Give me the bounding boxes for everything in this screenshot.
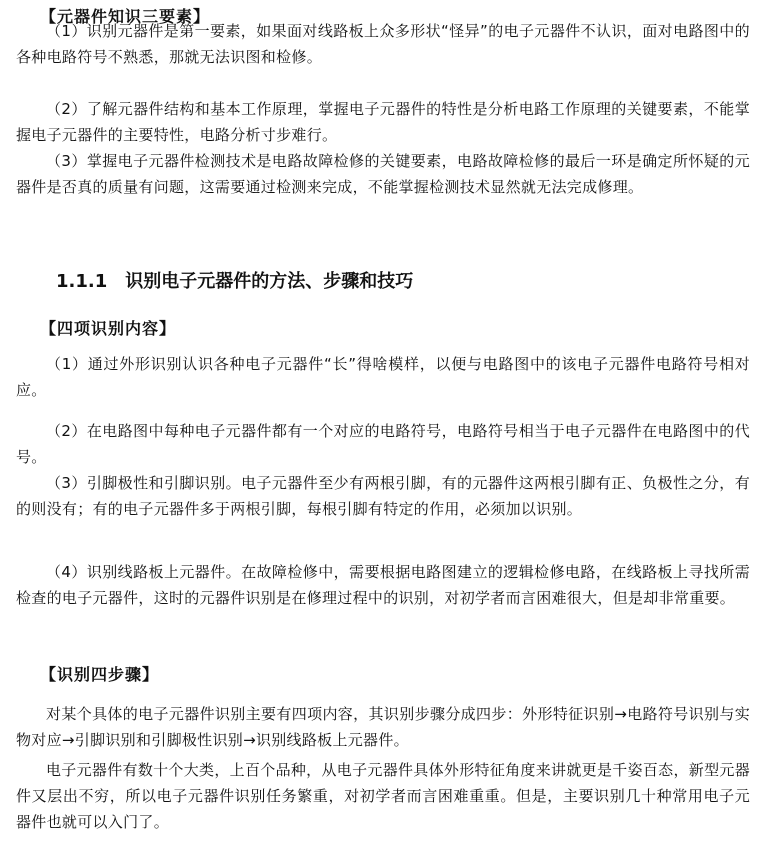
- paragraph-item-4: （4）识别线路板上元器件。在故障检修中，需要根据电路图建立的逻辑检修电路，在线路板上寻找所需检查的电子元器件，这时的元器件识别是在修理过程中的识别，对初学者而言困难很大，但是却非常重要。: [16, 563, 750, 607]
- paragraph-element-3: （3）掌握电子元器件检测技术是电路故障检修的关键要素，电路故障检修的最后一环是确定所怀疑的元器件是否真的质量有问题，这需要通过检测来完成，不能掌握检测技术显然就无法完成修理。: [16, 152, 750, 196]
- paragraph-item-2: （2）在电路图中每种电子元器件都有一个对应的电路符号，电路符号相当于电子元器件在电路图中的代号。: [16, 422, 750, 466]
- heading-three-elements: 【元器件知识三要素】: [40, 7, 211, 26]
- heading-four-steps: 【识别四步骤】: [40, 665, 160, 684]
- paragraph-item-1: （1）通过外形识别认识各种电子元器件“长”得啥模样，以便与电路图中的该电子元器件电路符号相对应。: [16, 355, 750, 399]
- paragraph-element-2: （2）了解元器件结构和基本工作原理，掌握电子元器件的特性是分析电路工作原理的关键要素，不能掌握电子元器件的主要特性，电路分析寸步难行。: [16, 100, 750, 144]
- heading-four-items: 【四项识别内容】: [40, 319, 177, 338]
- paragraph-steps-2: 电子元器件有数十个大类，上百个品种，从电子元器件具体外形特征角度来讲就更是千姿百态，新型元器件又层出不穷，所以电子元器件识别任务繁重，对初学者而言困难重重。但是，主要识别几十种常用电子元器件也就可以入门了。: [16, 761, 750, 831]
- section-title-text: 识别电子元器件的方法、步骤和技巧: [125, 271, 414, 292]
- paragraph-element-1: （1）识别元器件是第一要素，如果面对线路板上众多形状“怪异”的电子元器件不认识，面对电路图中的各种电路符号不熟悉，那就无法识图和检修。: [16, 22, 750, 66]
- section-number: 1.1.1: [56, 271, 108, 292]
- section-title: [56, 267, 413, 293]
- paragraph-steps-1: 对某个具体的电子元器件识别主要有四项内容，其识别步骤分成四步：外形特征识别→电路符号识别与实物对应→引脚识别和引脚极性识别→识别线路板上元器件。: [16, 705, 750, 749]
- paragraph-item-3: （3）引脚极性和引脚识别。电子元器件至少有两根引脚，有的元器件这两根引脚有正、负极性之分，有的则没有；有的电子元器件多于两根引脚，每根引脚有特定的作用，必须加以识别。: [16, 474, 750, 518]
